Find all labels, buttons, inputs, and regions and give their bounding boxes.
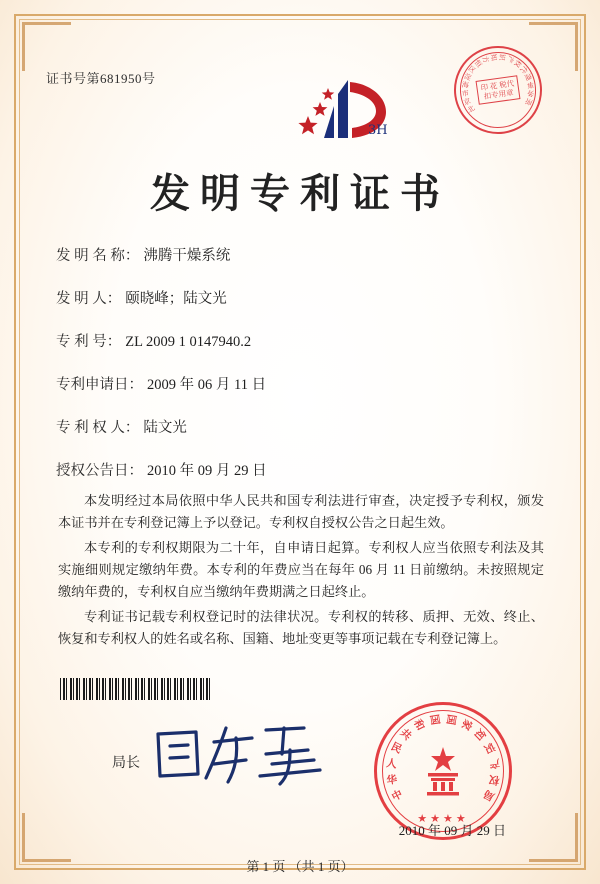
- field-value: 2009 年 06 月 11 日: [147, 377, 267, 393]
- field-application-date: [56, 373, 546, 394]
- paragraph: 本发明经过本局依照中华人民共和国专利法进行审查，决定授予专利权，颁发本证书并在专利登记簿上予以登记。专利权自授权公告之日起生效。: [58, 493, 544, 530]
- tax-stamp-arc-text: 北 京 市 海 淀 区 恒 方 知 识 产 权 代 理 事 务 所: [461, 53, 535, 115]
- field-grant-announcement-date: [56, 459, 546, 480]
- field-value: 陆文光: [143, 420, 187, 436]
- page-footer: 第 1 页 （共 1 页）: [246, 859, 354, 874]
- paragraph: 专利证书记载专利权登记时的法律状况。专利权的转移、质押、无效、终止、恢复和专利权人的姓名或名称、国籍、地址变更等事项记载在专利登记簿上。: [58, 609, 544, 646]
- paragraph: 本专利的专利权期限为二十年，自申请日起算。专利权人应当依照专利法及其实施细则规定缴纳年费。本专利的年费应当在每年 06 月 11 日前缴纳。未按照规定缴纳年费的，专利权自应当缴纳年费期满之日起终止。: [58, 540, 544, 599]
- field-invention-name: [56, 244, 546, 265]
- field-label: 发 明 人：: [56, 291, 122, 307]
- issue-date: 2010 年 09 月 29 日: [398, 823, 506, 838]
- field-label: 专 利 权 人：: [56, 420, 140, 436]
- field-value: ZL 2009 1 0147940.2: [125, 334, 252, 350]
- legal-text-block: [58, 490, 544, 653]
- field-label: 授权公告日：: [56, 463, 143, 479]
- official-seal-stars: ★★★★: [417, 813, 469, 825]
- field-label: 专 利 号：: [56, 334, 122, 350]
- signature-label: 局长: [112, 756, 140, 771]
- national-emblem-icon: [415, 743, 471, 799]
- field-inventor: [56, 287, 546, 308]
- field-value: 颐晓峰；陆文光: [125, 291, 227, 307]
- director-signature: [148, 720, 338, 790]
- page-title: 发明专利证书: [150, 170, 450, 217]
- field-value: 沸腾干燥系统: [143, 248, 231, 264]
- field-value: 2010 年 09 月 29 日: [147, 463, 267, 479]
- certificate-content: [40, 34, 560, 874]
- field-patentee: [56, 416, 546, 437]
- field-label: 发 明 名 称：: [56, 248, 140, 264]
- field-label: 专利申请日：: [56, 377, 143, 393]
- field-patent-number: [56, 330, 546, 351]
- field-list: [56, 244, 546, 502]
- tax-stamp-center-text: 印 花 税代扣专用章: [476, 75, 521, 105]
- tax-stamp-seal: [448, 40, 547, 139]
- certificate-number: 证书号第681950号: [46, 71, 156, 86]
- logo-subtext: 3H: [368, 123, 388, 138]
- barcode: [60, 678, 212, 700]
- official-seal-arc-text: 中 华 人 民 共 和 国 国 家 知 识 产 权 局: [385, 713, 501, 804]
- sipo-logo: [294, 76, 402, 152]
